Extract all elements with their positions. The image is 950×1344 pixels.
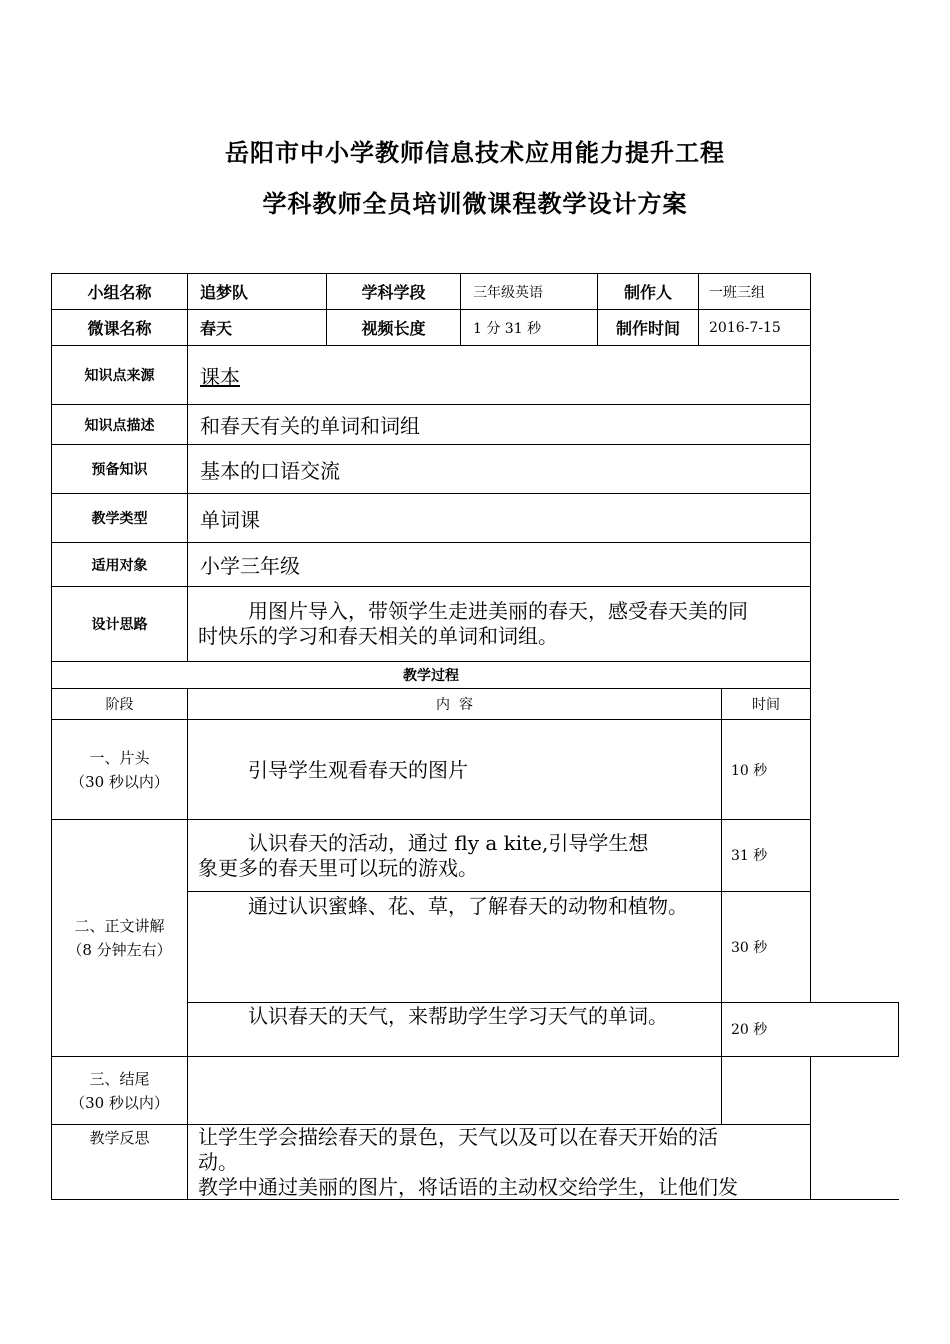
stage-main-time-3: 20 秒 — [731, 1022, 768, 1038]
stage-intro-time: 10 秒 — [731, 763, 768, 779]
teaching-type-value: 单词课 — [200, 507, 260, 532]
column-header-stage: 阶段 — [105, 697, 134, 713]
column-header-content: 内 容 — [436, 697, 473, 713]
prerequisite-value: 基本的口语交流 — [200, 458, 340, 483]
design-idea-label: 设计思路 — [91, 617, 148, 633]
date-value: 2016-7-15 — [709, 319, 781, 336]
maker-value: 一班三组 — [709, 284, 765, 301]
stage-main-content-3: 认识春天的天气，来帮助学生学习天气的单词。 — [248, 1004, 668, 1028]
stage-main: 二、正文讲解 （8 分钟左右） — [67, 917, 172, 959]
stage-main-time-2: 30 秒 — [731, 940, 768, 956]
reflection-label: 教学反思 — [89, 1129, 150, 1147]
subject-label: 学科学段 — [361, 283, 426, 302]
description-value: 和春天有关的单词和词组 — [200, 414, 420, 438]
prerequisite-label: 预备知识 — [91, 462, 148, 478]
target-audience-label: 适用对象 — [91, 557, 148, 574]
teaching-type-label: 教学类型 — [91, 511, 148, 527]
stage-intro: 一、片头 （30 秒以内） — [70, 749, 169, 791]
course-name-label: 微课名称 — [87, 319, 152, 338]
group-name-value: 追梦队 — [200, 283, 249, 302]
source-label: 知识点来源 — [84, 368, 155, 384]
design-idea-text: 用图片导入，带领学生走进美丽的春天，感受春天美的同 时快乐的学习和春天相关的单词和词组。 — [198, 599, 748, 648]
stage-main-content-1: 认识春天的活动，通过 fly a kite,引导学生想 象更多的春天里可以玩的游戏。 — [198, 831, 649, 880]
group-name-label: 小组名称 — [87, 283, 152, 302]
document-subtitle: 学科教师全员培训微课程教学设计方案 — [262, 190, 688, 218]
target-audience-value: 小学三年级 — [200, 554, 300, 578]
duration-value: 1 分 31 秒 — [473, 320, 542, 337]
source-value: 课本 — [200, 364, 240, 389]
stage-main-time-1: 31 秒 — [731, 848, 768, 864]
stage-intro-content: 引导学生观看春天的图片 — [248, 758, 468, 782]
document-title: 岳阳市中小学教师信息技术应用能力提升工程 — [225, 139, 725, 167]
description-label: 知识点描述 — [84, 417, 155, 434]
stage-main-content-2: 通过认识蜜蜂、花、草，了解春天的动物和植物。 — [248, 894, 688, 918]
maker-label: 制作人 — [623, 283, 672, 302]
date-label: 制作时间 — [615, 319, 680, 338]
duration-label: 视频长度 — [361, 319, 426, 338]
process-title: 教学过程 — [403, 668, 459, 684]
stage-ending: 三、结尾 （30 秒以内） — [70, 1070, 169, 1112]
reflection-text: 让学生学会描绘春天的景色，天气以及可以在春天开始的活 动。 教学中通过美丽的图片，将话语的主动权交给学生，让他们发 — [198, 1125, 738, 1199]
course-name-value: 春天 — [200, 319, 233, 338]
column-header-time: 时间 — [752, 697, 780, 713]
subject-value: 三年级英语 — [473, 284, 543, 301]
